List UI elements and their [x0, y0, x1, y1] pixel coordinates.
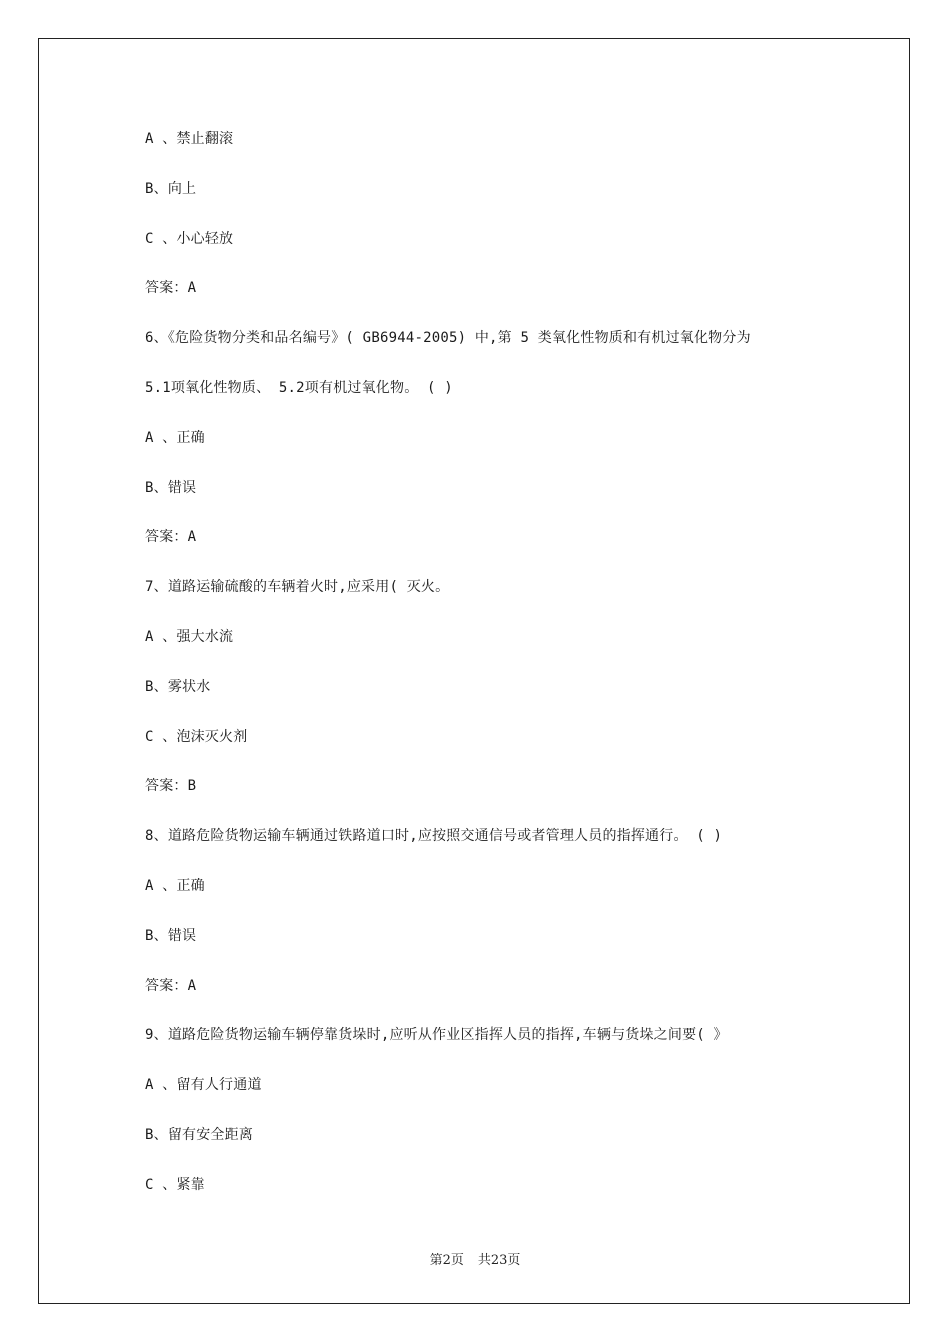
answer-q5: 答案：A	[145, 280, 197, 297]
option-c-q7: C 、泡沫灭火剂	[145, 728, 248, 745]
question-6: 6、《危险货物分类和品名编号》( GB6944-2005) 中,第 5 类氧化性物质和有机过氧化物分为	[145, 330, 751, 347]
option-b-q5: B、向上	[145, 180, 197, 197]
document-body	[145, 126, 845, 1222]
option-b-q9: B、留有安全距离	[145, 1126, 254, 1143]
option-b-q8: B、错误	[145, 927, 197, 944]
option-a-q5: A 、禁止翻滚	[145, 131, 234, 147]
answer-q6: 答案：A	[145, 529, 197, 546]
option-a-q6: A 、正确	[145, 429, 205, 446]
question-7: 7、道路运输硫酸的车辆着火时,应采用( 灭火。	[145, 579, 450, 596]
option-a-q9: A 、留有人行通道	[145, 1077, 262, 1094]
option-c-q5: C 、小心轻放	[145, 230, 234, 247]
question-9: 9、道路危险货物运输车辆停靠货垛时,应听从作业区指挥人员的指挥,车辆与货垛之间要( 》	[145, 1027, 728, 1044]
option-c-q9: C 、紧靠	[145, 1176, 205, 1193]
page-total: 共23页	[477, 1253, 521, 1268]
option-b-q6: B、错误	[145, 479, 197, 496]
question-6-continued: 5.1项氧化性物质、 5.2项有机过氧化物。 ( )	[145, 379, 453, 396]
page-number: 第2页	[429, 1253, 464, 1268]
page-footer	[0, 1249, 950, 1268]
option-b-q7: B、雾状水	[145, 678, 211, 695]
option-a-q7: A 、强大水流	[145, 628, 234, 645]
question-8: 8、道路危险货物运输车辆通过铁路道口时,应按照交通信号或者管理人员的指挥通行。 ( )	[145, 828, 723, 845]
answer-q7: 答案：B	[145, 778, 197, 795]
answer-q8: 答案：A	[145, 977, 197, 994]
option-a-q8: A 、正确	[145, 877, 205, 894]
